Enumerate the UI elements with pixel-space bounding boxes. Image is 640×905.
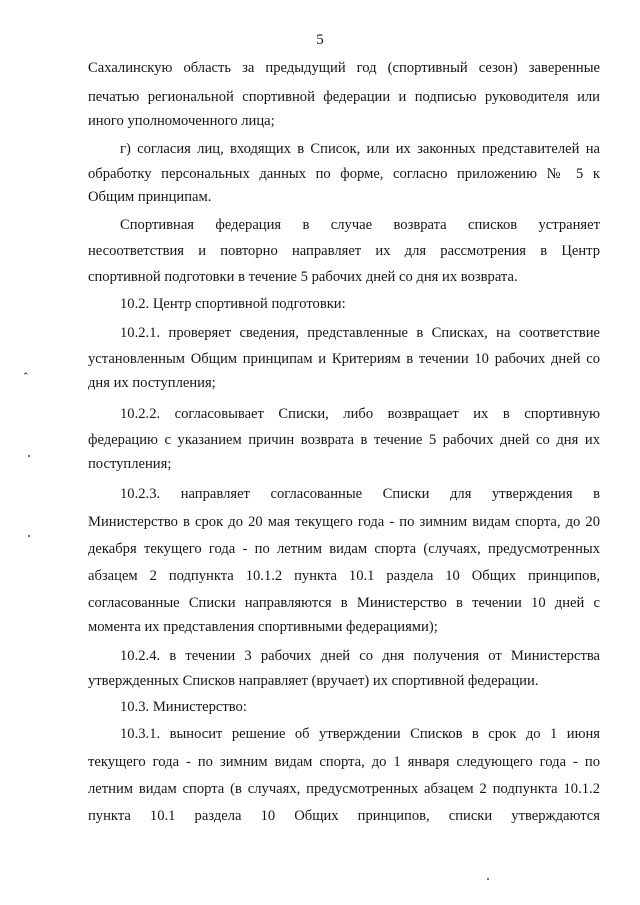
text-line: 10.2.4. в течении 3 рабочих дней со дня получения от Министерства — [120, 648, 600, 664]
text-line: спортивной подготовки в течение 5 рабочих дней со дня их возврата. — [88, 269, 518, 285]
text-line: Министерство в срок до 20 мая текущего года - по зимним видам спорта, до 20 — [88, 514, 600, 530]
text-line: пункта 10.1 раздела 10 Общих принципов, списки утверждаются — [88, 808, 600, 824]
text-line: абзацем 2 подпункта 10.1.2 пункта 10.1 раздела 10 Общих принципов, — [88, 568, 600, 584]
text-line: 10.3. Министерство: — [120, 699, 247, 715]
text-line: дня их поступления; — [88, 375, 216, 391]
text-line: Сахалинскую область за предыдущий год (спортивный сезон) заверенные — [88, 60, 600, 76]
text-line: обработку персональных данных по форме, согласно приложению № 5 к — [88, 166, 600, 182]
text-line: поступления; — [88, 456, 172, 472]
text-line: Общим принципам. — [88, 189, 212, 205]
text-line: г) согласия лиц, входящих в Список, или их законных представителей на — [120, 141, 600, 157]
page-number: 5 — [316, 32, 324, 48]
text-line: согласованные Списки направляются в Министерство в течении 10 дней с — [88, 595, 600, 611]
scan-mark: ⌃ — [22, 372, 30, 382]
scan-dot — [28, 535, 30, 537]
text-line: печатью региональной спортивной федерации и подписью руководителя или — [88, 89, 600, 105]
text-line: летним видам спорта (в случаях, предусмотренных абзацем 2 подпункта 10.1.2 — [88, 781, 600, 797]
text-line: Спортивная федерация в случае возврата списков устраняет — [120, 217, 600, 233]
text-line: иного уполномоченного лица; — [88, 113, 275, 129]
text-line: 10.2. Центр спортивной подготовки: — [120, 296, 346, 312]
text-line: декабря текущего года - по летним видам спорта (случаях, предусмотренных — [88, 541, 600, 557]
text-line: текущего года - по зимним видам спорта, до 1 января следующего года - по — [88, 754, 600, 770]
text-line: федерацию с указанием причин возврата в течение 5 рабочих дней со дня их — [88, 432, 600, 448]
text-line: несоответствия и повторно направляет их для рассмотрения в Центр — [88, 243, 600, 259]
text-line: утвержденных Списков направляет (вручает) их спортивной федерации. — [88, 673, 539, 689]
scan-dot — [487, 878, 489, 880]
text-line: момента их представления спортивными федерациями); — [88, 619, 438, 635]
scan-dot — [28, 455, 30, 457]
text-line: 10.2.1. проверяет сведения, представленные в Списках, на соответствие — [120, 325, 600, 341]
text-line: 10.2.3. направляет согласованные Списки для утверждения в — [120, 486, 600, 502]
text-line: 10.2.2. согласовывает Списки, либо возвращает их в спортивную — [120, 406, 600, 422]
text-line: установленным Общим принципам и Критериям в течении 10 рабочих дней со — [88, 351, 600, 367]
text-line: 10.3.1. выносит решение об утверждении Списков в срок до 1 июня — [120, 726, 600, 742]
